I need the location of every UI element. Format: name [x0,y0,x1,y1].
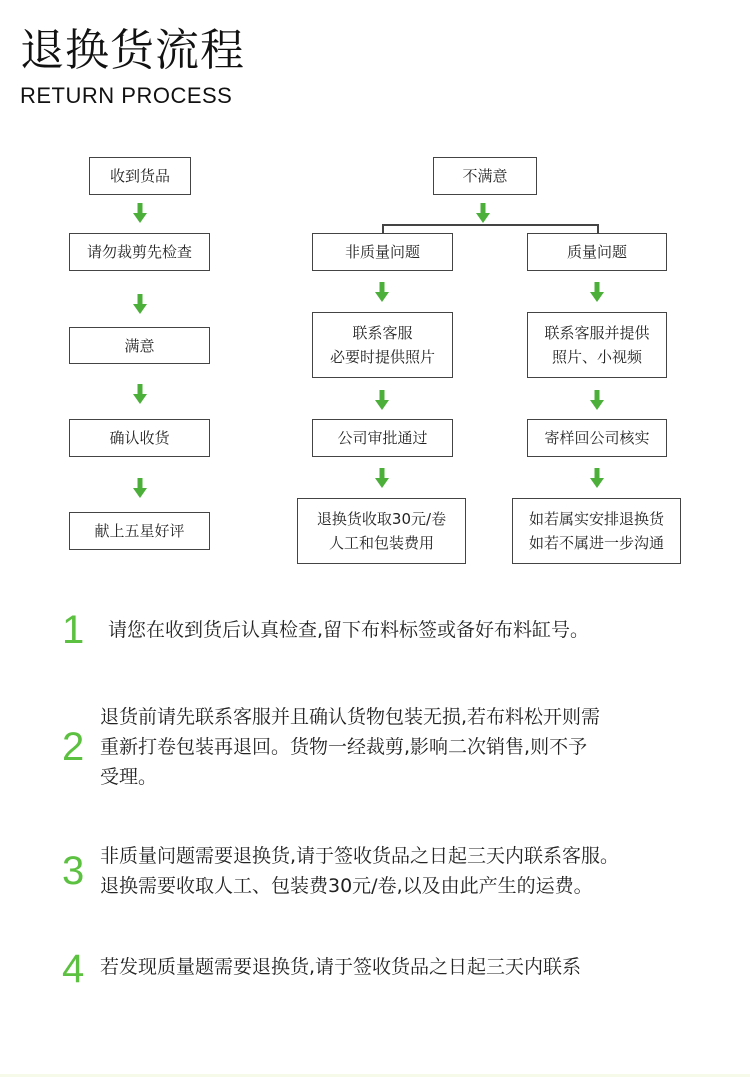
note-line: 请您在收到货后认真检查,留下布料标签或备好布料缸号。 [108,619,590,641]
note-line: 退换需要收取人工、包装费30元/卷,以及由此产生的运费。 [100,875,593,897]
note-text [100,841,740,901]
down-arrow-icon [133,203,147,223]
flow-step-received: 收到货品 [89,157,191,195]
down-arrow-icon [476,203,490,223]
note-line: 若发现质量题需要退换货,请于签收货品之日起三天内联系 [100,956,582,978]
down-arrow-icon [133,478,147,498]
note-line: 退货前请先联系客服并且确认货物包装无损,若布料松开则需 [100,706,601,728]
flow-step-non-quality: 非质量问题 [312,233,453,271]
flow-step-satisfied: 满意 [69,327,210,364]
step-text: 联系客服并提供 [544,324,650,342]
down-arrow-icon [590,282,604,302]
flow-step-contact-photos [527,312,667,378]
note-text [108,615,748,645]
note-text [100,952,740,982]
note-number: 2 [62,725,85,769]
step-text: 照片、小视频 [551,348,642,366]
flow-step-review: 献上五星好评 [69,512,210,550]
page-title: 退换货流程 [20,25,245,76]
flow-step-contact-service [312,312,453,378]
note-number: 1 [62,608,85,652]
flow-step-confirm: 确认收货 [69,419,210,457]
flow-step-fee [297,498,466,564]
note-line: 非质量问题需要退换货,请于签收货品之日起三天内联系客服。 [100,845,620,867]
note-number: 4 [62,947,85,991]
step-text: 如若属实安排退换货 [528,510,664,528]
flow-step-quality: 质量问题 [527,233,667,271]
step-text: 联系客服 [352,324,413,342]
page-subtitle: RETURN PROCESS [20,83,233,108]
step-text: 必要时提供照片 [329,348,435,366]
step-text: 如若不属进一步沟通 [528,534,664,552]
step-text: 人工和包装费用 [328,534,434,552]
note-line: 重新打卷包装再退回。货物一经裁剪,影响二次销售,则不予 [100,736,588,758]
down-arrow-icon [375,390,389,410]
flow-step-resolve [512,498,681,564]
down-arrow-icon [133,384,147,404]
note-text [100,702,740,792]
note-number: 3 [62,849,85,893]
down-arrow-icon [133,294,147,314]
step-text: 退换货收取30元/卷 [316,510,447,528]
flow-step-approval: 公司审批通过 [312,419,453,457]
down-arrow-icon [590,468,604,488]
flow-step-inspect: 请勿裁剪先检查 [69,233,210,271]
down-arrow-icon [590,390,604,410]
down-arrow-icon [375,468,389,488]
note-line: 受理。 [100,766,158,788]
down-arrow-icon [375,282,389,302]
connector-line [382,224,599,226]
flow-step-send-sample: 寄样回公司核实 [527,419,667,457]
flow-step-unsatisfied: 不满意 [433,157,537,195]
